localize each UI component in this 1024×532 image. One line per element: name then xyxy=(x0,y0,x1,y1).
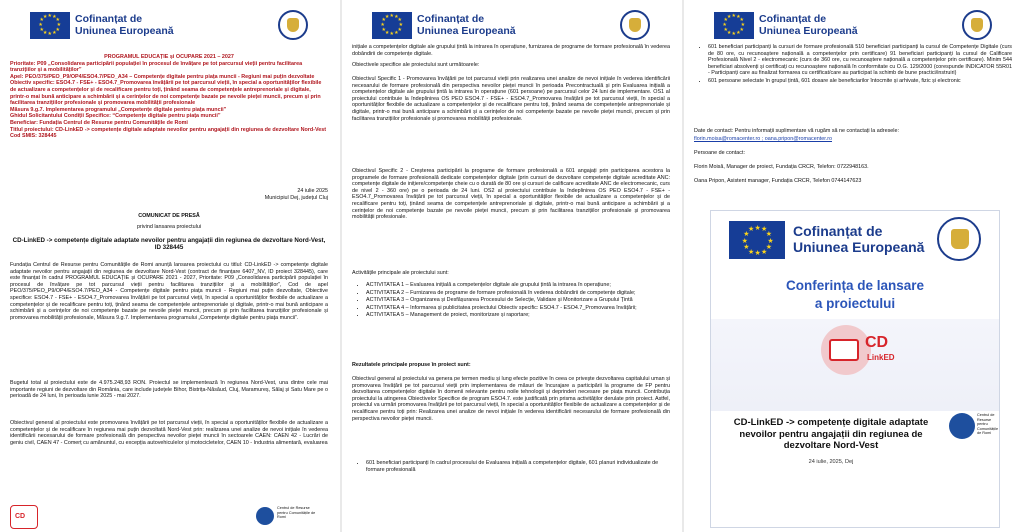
poster-title xyxy=(711,277,999,313)
page-header xyxy=(684,0,1024,42)
eu-star-icon: ★ xyxy=(726,14,732,21)
list-item: • 601 beneficiari participanți în cadrul procesului de Evaluarea inițială a competențelor digitale, 601 planuri individualizate de formare profesională xyxy=(366,460,670,473)
eu-star-icon: ★ xyxy=(52,14,57,21)
date: 24 iulie 2025 xyxy=(297,188,328,194)
eu-star-icon: ★ xyxy=(398,22,404,28)
specific-objective-2: Obiectivul Specific 2 - Creșterea participării la programe de formare profesională a 601 angajați prin participarea acestora la programele de formare profesională dedicate competențelor digitale (prin cursuri de dezvoltare competențe digitale acreditate ANC: competențe digitale de inițiere/competențe cheie cu o durată de 80 ore și cursuri de calificare acreditate ANC de electromecanic, curs de nivel 2 - 360 ore) pe o perioada de 24 luni. OS2 al proiectului contribuie la îndeplinirea OS PEO ESO4.7 - FSE+ - ESO4.7_Promovarea învățării pe tot parcursul vieții, în special a oportunităților flexibile de actualizare a competențelor și de recalificare pentru toți, ținând seama de competențele antreprenoriale și digitale, printr-o mai bună anticipare a schimbării și a cerințelor de noi competențe bazate pe nevoile pieței muncii, precum și prin facilitarea tranzițiilor profesionale și promovarea mobilității profesionale. xyxy=(352,168,670,221)
eu-star-icon: ★ xyxy=(380,22,385,28)
eu-star-icon: ★ xyxy=(394,14,399,21)
eu-flag-icon xyxy=(729,221,785,259)
eu-line-1: Cofinanțat de xyxy=(417,13,485,25)
eu-star-icon: ★ xyxy=(397,17,402,24)
press-subheading: privind lansarea proiectului xyxy=(136,224,202,230)
eu-star-icon: ★ xyxy=(39,26,45,33)
cd-linked-logo-icon xyxy=(10,505,38,529)
eu-star-icon: ★ xyxy=(384,14,390,21)
eu-star-icon: ★ xyxy=(397,26,402,33)
program-info xyxy=(10,54,328,140)
eu-star-icon: ★ xyxy=(736,14,741,21)
eu-star-icon: ★ xyxy=(723,17,729,24)
romania-crest-icon xyxy=(937,217,981,261)
eu-flag-icon xyxy=(372,12,412,39)
laptop-icon xyxy=(829,339,859,361)
place: Municipiul Dej, județul Cluj xyxy=(264,194,328,201)
eu-star-icon: ★ xyxy=(55,26,60,33)
eu-star-icon: ★ xyxy=(39,17,45,24)
contact-person: Florin Moisă, Manager de proiect, Fundația CRCR, Telefon: 0722948163. xyxy=(694,164,869,170)
eu-star-icon: ★ xyxy=(736,29,741,36)
objectives-heading: Obiectivele specifice ale proiectului sunt următoarele: xyxy=(352,62,480,68)
eu-line-2: Uniunea Europeană xyxy=(759,25,858,37)
eu-star-icon: ★ xyxy=(381,26,387,33)
footer-logos xyxy=(0,502,340,532)
eu-line-1: Cofinanțat de xyxy=(793,223,883,239)
program-line: Beneficiar: Fundația Centrul de Resurse pentru Comunitățile de Romi xyxy=(10,119,188,126)
paragraph: Obiectivul general al proiectului este promovarea învățării pe tot parcursul vieții, în special a oportunităților flexibile de actualizare a competențelor și de recalificare în regiunea mai puțin dezvoltată Nord-Vest prin: realizarea unei analize de nevoi inițiale în vederea identificării necesarului de formare profesională din perspectiva nevoilor pieței muncii în sectoarele CAEN: CAEN 42 - Lucrări de geniu civil, CAEN 47 - Comerț cu amănuntul, cu excepția autovehiculelor și motocicletelor, CAEN 10 - Industria alimentară, evaluarea xyxy=(10,420,328,446)
eu-cofinanced-label xyxy=(759,13,858,37)
eu-star-icon: ★ xyxy=(42,14,48,21)
poster-logo-text: CD xyxy=(865,334,889,351)
eu-cofinanced-label xyxy=(417,13,516,37)
crcr-logo xyxy=(256,505,316,529)
crcr-logo xyxy=(949,411,999,451)
eu-star-icon: ★ xyxy=(765,243,772,251)
page-header xyxy=(0,0,340,42)
date-place xyxy=(10,188,328,201)
eu-star-icon: ★ xyxy=(739,17,744,24)
eu-star-icon: ★ xyxy=(52,29,57,36)
eu-flag-icon xyxy=(714,12,754,39)
romania-crest-icon xyxy=(962,10,992,40)
paragraph: Fundația Centrul de Resurse pentru Comunitățile de Romi anunță lansarea proiectului cu titlul: CD-LinkED -> competențe digitale adaptate nevoilor pentru angajații din regiunea de dezvoltare Nord-Vest (contract de finanțare 6407_NV, ID proiect 328445), care este finanțat în cadrul PROGRAMUL EDUCAȚIE și OCUPARE 2021 - 2027, Prioritate: P09 „Consolidarea participării populației în procesul de învățare pe tot parcursul vieții pentru facilitarea tranzițiilor și a mobilităților”, Cod de apel PEO/375/PEO_P9/OP4/ESO4.7/PEO_A34 - Competențe digitale pentru piața muncii - Regiuni mai puțin dezvoltate, Obiective specifice: ESO4.7 - FSE+ - ESO4.7_Promovarea învățării pe tot parcursul vieții, în special a oportunităților flexibile de actualizare a competențelor și de recalificare pentru toți, ținând seama de competențele antreprenoriale și digitale, printr-o mai bună anticipare a schimbării și a cerințelor de noi competențe bazate pe nevoile pieței muncii, precum și prin facilitarea tranzițiilor profesionale și promovarea mobilității profesionale, Măsura 9.g.7. Implementarea programului „Competențe digitale pentru piața muncii”. xyxy=(10,262,328,321)
list-item: • ACTIVITATEA 4 – Informarea și publicitatea proiectului Obiectiv specific: ESO4.7 - ESO4.7_Promovarea învățării; xyxy=(366,305,670,312)
program-line: PROGRAMUL EDUCAȚIE și OCUPARE 2021 – 2027 xyxy=(104,54,234,60)
eu-star-icon: ★ xyxy=(389,31,394,38)
eu-star-icon: ★ xyxy=(381,17,387,24)
cd-logo-text: CD xyxy=(15,513,26,520)
activities-list xyxy=(352,282,670,320)
list-item: • ACTIVITATEA 5 – Management de proiect, monitorizare și raportare; xyxy=(366,312,670,319)
eu-star-icon: ★ xyxy=(748,226,755,234)
eu-star-icon: ★ xyxy=(384,29,390,36)
crcr-logo-text: Centrul de Resurse pentru Comunitățile de Romi xyxy=(977,413,999,436)
crcr-logo-text: Centrul de Resurse pentru Comunitățile de Romi xyxy=(277,506,316,520)
project-title: CD-LinkED -> competențe digitale adaptate nevoilor pentru angajații din regiunea de dezvoltare Nord-Vest, ID 328445 xyxy=(12,237,326,252)
results-list xyxy=(694,44,1012,86)
specific-objective-1: Obiectivul Specific 1 - Promovarea învățării pe tot parcursul vieții prin realizarea unei analize de nevoi inițiale în vederea identificării necesarului de formare profesională din perspectiva nevoilor pieței muncii în perioada Precontractuală și prin Evaluarea inițială a competențelor digitale ale grupului țintă la intrarea în operațiune (601 persoane) pe parcursul celor 24 luni de implementare. OS1 al proiectului contribuie la îndeplinirea OS PEO ESO4.7 - FSE+ - ESO4.7_Promovarea învățării pe tot parcursul vieții, în special a oportunităților flexibile de actualizare a competențelor și de recalificare pentru toți, ținând seama de competențele antreprenoriale și digitale, printr-o mai bună anticipare a schimbării și a cerințelor de noi competențe bazate pe nevoile pieței muncii, precum și prin facilitarea tranzițiilor profesionale și promovarea mobilității profesionale. xyxy=(352,76,670,122)
poster-title-line: a proiectului xyxy=(814,296,896,311)
paragraph: Obiectivul general al proiectului va genera pe termen mediu și lung efecte pozitive în ceea ce privește dezvoltarea capitalului uman și promovarea învățării pe tot parcursul vieții prin implementarea de măsuri de încurajare a participării la programe de FP pentru dezvoltarea competențelor digitale în domenii relevante pentru noile tehnologii și deprinderi necesare pe piața muncii. Contribuția proiectului la atingerea Obiectivelor Specifice de program ESO4.7. este justificată prin prisma activităților derulate prin proiect. Astfel, proiectul va urmări promovarea învățării pe tot parcursul vieții, în special a oportunităților flexibile de actualizare a competențelor și de recalificare pentru toți prin: Realizarea unei analize de nevoi inițiale în vederea identificării necesarului de formare profesională din perspectiva nevoilor pieței muncii. xyxy=(352,376,670,422)
paragraph: Bugetul total al proiectului este de 4.975.248,93 RON. Proiectul se implementează în regiunea Nord-Vest, una dintre cele mai importante regiuni de dezvoltare din România, care include județele Bihor, Bistrița-Năsăud, Cluj, Maramureș, Sălaj și Satu Mare pe o perioadă de 24 luni, în perioada iunie 2025 - mai 2027. xyxy=(10,380,328,400)
eu-star-icon: ★ xyxy=(740,22,746,28)
program-line: Obiectiv specific: ESO4.7 - FSE+ - ESO4.7_Promovarea învățării pe tot parcursul vieții, în special a oportunităților flexibile de actualizare a competențelor și de recalificare pentru toți, ținând seama de competențele antreprenoriale și digitale, printr-o mai bună anticipare a schimbării și a cerințelor de noi competențe bazate pe nevoile pieței muncii, precum și prin facilitarea tranzițiilor profesionale și promovarea mobilității profesionale xyxy=(10,80,322,107)
eu-star-icon: ★ xyxy=(741,237,748,245)
program-line: Prioritate: P09 „Consolidarea participării populației în procesul de învățare pe tot parcursul vieții pentru facilitarea tranzițiilor și a mobilităților” xyxy=(10,60,303,74)
eu-star-icon: ★ xyxy=(722,22,727,28)
press-heading: COMUNICAT DE PRESĂ xyxy=(138,213,200,219)
poster-logo-subtext: LinkED xyxy=(867,353,895,362)
eu-star-icon: ★ xyxy=(42,29,48,36)
eu-cofinanced-label xyxy=(75,13,174,37)
romania-crest-icon xyxy=(278,10,308,40)
poster-title-line: Conferința de lansare xyxy=(785,278,925,293)
page-header xyxy=(342,0,682,42)
eu-cofinanced-label xyxy=(793,223,924,255)
eu-line-2: Uniunea Europeană xyxy=(793,239,925,255)
eu-star-icon: ★ xyxy=(731,12,736,19)
program-line: Măsura 9.g.7. Implementarea programului „Competențe digitale pentru piața muncii” xyxy=(10,106,227,113)
eu-star-icon: ★ xyxy=(389,12,394,19)
eu-star-icon: ★ xyxy=(55,17,60,24)
eu-star-icon: ★ xyxy=(767,237,774,245)
eu-line-2: Uniunea Europeană xyxy=(75,25,174,37)
contact-emails-link[interactable]: florin.moisa@romacenter.ro ; oana.pripon@romacenter.ro xyxy=(694,136,832,142)
launch-poster xyxy=(710,210,1000,528)
eu-line-1: Cofinanțat de xyxy=(759,13,827,25)
eu-star-icon: ★ xyxy=(760,248,768,256)
eu-star-icon: ★ xyxy=(38,22,43,28)
eu-star-icon: ★ xyxy=(754,224,761,232)
eu-star-icon: ★ xyxy=(47,31,52,38)
poster-subtitle: CD-LinkED -> competențe digitale adaptate nevoilor pentru angajații din regiunea de dezvoltare Nord-Vest xyxy=(733,417,929,451)
list-item: • 601 beneficiari participanți la cursuri de formare profesională 510 beneficiari participanți la cursul de Competențe Digitale (curs de 80 ore, cu recunoaștere națională a competențelor prin certificare) 91 beneficiari participanți la cursul de Calificare Profesională Nivel 2 - electromecanic (curs de 360 ore, cu recunoaștere națională a competențelor prin certificare). Minim 544 beneficiari absolvenți și certificați cu recunoaștere națională în conformitate cu O.G. 129/2000 (corespunde INDICATOR 55R01 - Participanți care au finalizat formarea cu certificat/care au participat la schimb de bune practici/instruiri) xyxy=(708,44,1012,77)
contacts-heading: Persoane de contact: xyxy=(694,150,745,156)
eu-star-icon: ★ xyxy=(731,31,736,38)
romania-crest-icon xyxy=(620,10,650,40)
poster-artwork xyxy=(711,319,999,411)
program-line: Cod SMIS: 328445 xyxy=(10,133,57,140)
page-3 xyxy=(684,0,1024,532)
eu-star-icon: ★ xyxy=(726,29,732,36)
eu-star-icon: ★ xyxy=(739,26,744,33)
eu-star-icon: ★ xyxy=(743,231,750,239)
eu-star-icon: ★ xyxy=(56,22,62,28)
contact-person: Oana Pripon, Asistent manager, Fundația CRCR, Telefon 0744147623 xyxy=(694,178,862,184)
poster-date: 24 iulie, 2025, Dej xyxy=(808,459,854,465)
eu-star-icon: ★ xyxy=(765,231,772,239)
eu-star-icon: ★ xyxy=(748,248,755,256)
poster-header xyxy=(711,211,999,263)
eu-star-icon: ★ xyxy=(754,250,761,258)
activities-heading: Activitățile principale ale proiectului sunt: xyxy=(352,270,449,276)
results-list xyxy=(352,460,670,474)
program-line: Titlul proiectului: CD-LinkED -> competențe digitale adaptate nevoilor pentru angajații din regiunea de dezvoltare Nord-Vest xyxy=(10,126,327,133)
eu-line-2: Uniunea Europeană xyxy=(417,25,516,37)
results-heading: Rezultatele principale propuse în proiect sunt: xyxy=(352,362,471,368)
contact-intro: Date de contact: Pentru informații suplimentare vă rugăm să ne contactați la adresele: xyxy=(694,128,899,134)
eu-star-icon: ★ xyxy=(394,29,399,36)
eu-star-icon: ★ xyxy=(760,226,768,234)
eu-star-icon: ★ xyxy=(47,12,52,19)
crcr-logo-icon xyxy=(256,507,274,525)
paragraph: inițiale a competențelor digitale ale grupului țintă la intrarea în operațiune, furnizarea de programe de formare profesională în vederea dobândirii de competențe digitale. xyxy=(352,44,670,57)
crcr-logo-icon xyxy=(949,413,975,439)
eu-flag-icon xyxy=(30,12,70,39)
list-item: • ACTIVITATEA 1 – Evaluarea inițială a competențelor digitale ale grupului țintă la intrarea în operațiune; xyxy=(366,282,670,289)
list-item: • 601 persoane selectate în grupul țintă, 601 dosare ale beneficiarilor întocmite și arhivate, fizic și electronic xyxy=(708,78,1012,85)
eu-star-icon: ★ xyxy=(743,243,750,251)
eu-line-1: Cofinanțat de xyxy=(75,13,143,25)
eu-star-icon: ★ xyxy=(723,26,729,33)
program-line: Apel: PEO/375/PEO_P9/OP4/ESO4.7/PEO_A34 – Competențe digitale pentru piața muncii - Regiuni mai puțin dezvoltate xyxy=(10,73,315,80)
list-item: • ACTIVITATEA 3 – Organizarea și Desfășurarea Procesului de Selecție, Validare și Monitorizare a Grupului Țintă xyxy=(366,297,670,304)
program-line: Ghidul Solicitantului Condiții Specifice: “Competențe digitale pentru piața muncii” xyxy=(10,113,221,120)
page-2 xyxy=(342,0,682,532)
page-1 xyxy=(0,0,340,532)
list-item: • ACTIVITATEA 2 – Furnizarea de programe de formare profesională în vederea dobândirii de competențe digitale; xyxy=(366,290,670,297)
